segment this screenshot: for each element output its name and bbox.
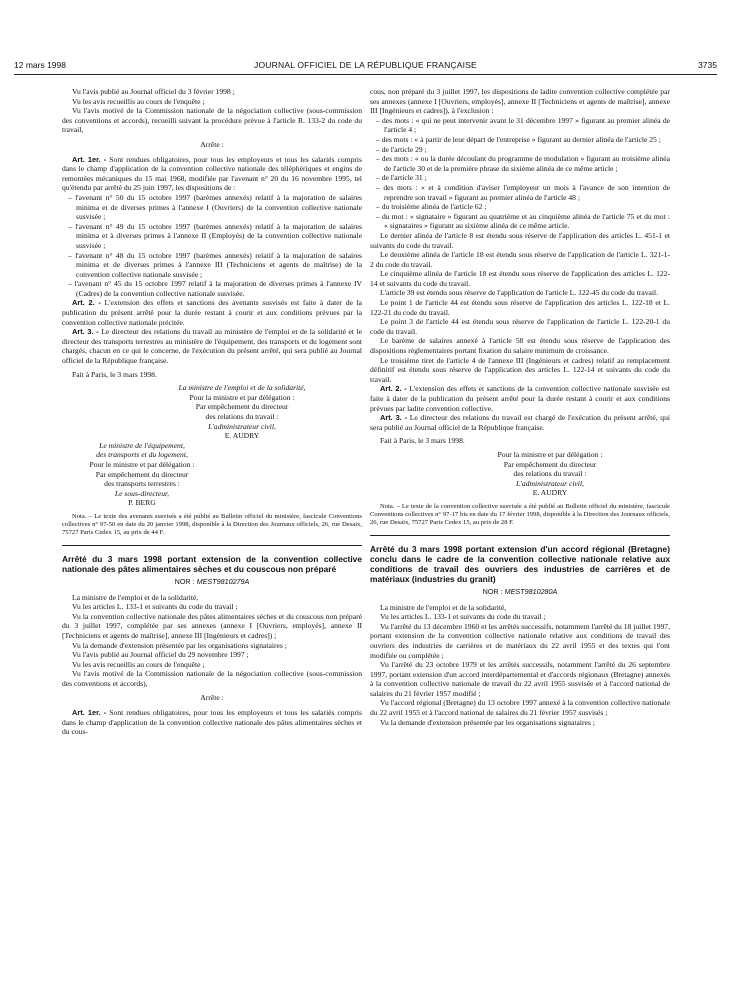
body-line: Vu les articles L. 133-1 et suivants du code du travail ; (72, 602, 238, 612)
decree-title: Arrêté du 3 mars 1998 portant extension d'un accord régional (Bretagne) conclu dans le cadre de la convention collective nationale relative aux conditions de travail des ouvriers des industries de carrières et de matériaux (industries du granit) (370, 543, 670, 584)
article-2 (62, 298, 362, 327)
article-label: Art. 1er. - (72, 154, 107, 164)
intro-line: Vu l'avis motivé de la Commission nationale de la négociation collective (sous-commission des conventions et accords), recueilli suivant la procédure prévue à l'article R. 133-2 du code du travail, (62, 106, 362, 135)
dash-item: – des mots : « et à condition d'aviser l'employeur un mois à l'avance de son intention de reprendre son travail » figurant au premier alinéa de l'article 48 ; (376, 182, 670, 202)
body-line: Vu l'avis motivé de la Commission nationale de la négociation collective (sous-commission des conventions et accords), (62, 669, 362, 688)
signature-name: E. AUDRY (532, 488, 568, 498)
body-paragraph: L'article 39 est étendu sous réserve de l'application de l'article L. 122-45 du code du travail. (380, 288, 659, 298)
article-text: L'extension des effets et sanctions de la convention collective nationale susvisée est faite à dater de la publication du présent arrêté pour la durée restant à courir et aux conditions prévues par ladite convention collective. (370, 384, 670, 413)
signature-block (430, 450, 670, 498)
article-label: Art. 1er. - (72, 708, 107, 718)
signature-block (62, 441, 222, 508)
signature-name: E. AUDRY (224, 431, 260, 441)
signature-line: des relations du travail : (205, 412, 279, 421)
header-page-number: 3735 (698, 60, 717, 70)
article-label: Art. 3. - (72, 327, 99, 337)
signature-line: des transports et du logement, (96, 450, 188, 460)
signature-line: Le ministre de l'équipement, (99, 440, 185, 450)
body-paragraph: Le deuxième alinéa de l'article 18 est étendu sous réserve de l'application de l'article L. 321-1-2 du code du travail. (370, 250, 670, 269)
header-journal-title: JOURNAL OFFICIEL DE LA RÉPUBLIQUE FRANÇAISE (254, 60, 477, 70)
signature-line: L'administrateur civil, (516, 478, 584, 488)
section-divider (370, 535, 670, 536)
dash-item: – des mots : « ou la durée découlant du programme de modulation » figurant au troisième alinéa de l'article 30 et de la première phrase du sixième alinéa de ce même article ; (376, 154, 670, 173)
signature-line: Par empêchement du directeur (503, 459, 597, 469)
body-line: Vu la demande d'extension présentée par les organisations signataires ; (380, 717, 595, 727)
signature-line: des transports terrestres : (104, 479, 180, 489)
dash-item: – du troisième alinéa de l'article 62 ; (376, 202, 487, 212)
article-text: L'extension des effets et sanctions des avenants susvisés est faite à dater de la publication du présent arrêté pour la durée restant à courir et aux conditions prévues par la convention collective nationale précitée. (62, 298, 362, 327)
article-3 (370, 413, 670, 432)
header-rule (14, 74, 717, 75)
dash-item: – l'avenant n° 49 du 15 octobre 1997 (barèmes annexés) relatif à la majoration de salaires minima et à diverses primes à l'annexe II (Employés) de la convention collective nationale susvisée ; (68, 221, 362, 250)
intro-line: Vu les avis recueillis au cours de l'enquête ; (72, 96, 205, 106)
dash-item: – l'avenant n° 50 du 15 octobre 1997 (barèmes annexés) relatif à la majoration de salaires minima et de diverses primes à l'annexe I (Ouvriers) de la convention collective nationale susvisée ; (68, 192, 362, 222)
left-column (62, 87, 362, 737)
body-paragraph: Le barème de salaires annexé à l'article 58 est étendu sous réserve de l'application des dispositions réglementaires portant fixation du salaire minimum de croissance. (370, 336, 670, 356)
right-column (370, 87, 670, 727)
signature-line: Pour le ministre et par délégation : (89, 459, 195, 469)
body-paragraph: Le dernier alinéa de l'article 8 est étendu sous réserve de l'application des articles L. 451-1 et suivants du code du travail. (370, 230, 670, 250)
body-line: Vu l'avis publié au Journal officiel du 29 novembre 1997 ; (72, 650, 249, 660)
nor-reference (370, 587, 670, 597)
body-line: Vu la demande d'extension présentée par les organisations signataires ; (72, 640, 287, 650)
signature-line: Le sous-directeur, (114, 488, 170, 498)
article-label: Art. 2. - (72, 298, 101, 308)
signature-line: Par empêchement du directeur (195, 402, 289, 412)
body-line: Vu l'arrêté du 23 octobre 1979 et les arrêtés successifs, notamment l'arrêté du 26 septembre 1997, portant extension d'un accord interdépartemental et d'accords régionaux (Bretagne) annexés à la convention collective nationale de travail du 22 avril 1955 susvisée et à l'accord national de salaires du 21 février 1957 modifié ; (370, 660, 670, 698)
body-line: Vu l'arrêté du 13 décembre 1960 et les arrêtés successifs, notamment l'arrêté du 18 juillet 1997, portant extension de la convention collective nationale relative aux conditions de travail des ouvriers des industries de carrières et de matériaux du 22 avril 1955 et des textes qui l'ont modifiée ou complétée ; (370, 621, 670, 660)
dash-item: – de l'article 31 ; (376, 173, 427, 183)
article-text: Le directeur des relations du travail est chargé de l'exécution du présent arrêté, qui sera publié au Journal officiel de la République française. (370, 413, 670, 432)
header-date: 12 mars 1998 (14, 60, 66, 70)
nor-label: NOR : (174, 576, 195, 586)
signature-line: L'administrateur civil, (208, 421, 276, 431)
intro-line: Vu l'avis publié au Journal officiel du 3 février 1998 ; (72, 87, 235, 96)
body-paragraph: Le point 3 de l'article 44 est étendu sous réserve de l'application de l'article L. 122-20-1 du code du travail. (370, 317, 670, 336)
nota-note: Nota. – Le texte des avenants susvisés a été publié au Bulletin officiel du ministère, fascicule Conventions collectives n° 97-50 en date du 20 janvier 1998, disponible à la Direction des Journaux officiels, 26, rue Desaix, 75727 Paris Cedex 15, au prix de 44 F. (62, 512, 362, 536)
signature-line: Par empêchement du directeur (95, 469, 189, 479)
dash-item: – des mots : « à partir de leur départ de l'entreprise » figurant au dernier alinéa de l'article 25 ; (376, 134, 661, 144)
dash-item: – l'avenant n° 48 du 15 octobre 1997 (barèmes annexés) relatif à la majoration de salaires minima et de diverses primes à l'annexe III (Techniciens et agents de maîtrise) de la convention collective nationale susvisée ; (68, 250, 362, 279)
signature-line: Pour la ministre et par délégation : (189, 392, 295, 402)
signature-line: La ministre de l'emploi et de la solidarité, (178, 383, 306, 393)
nor-label: NOR : (482, 586, 503, 596)
section-divider (62, 545, 362, 546)
body-line: Vu l'accord régional (Bretagne) du 13 octobre 1997 annexé à la convention collective nationale du 22 avril 1955 et à l'accord national de salaires du 21 février 1957 susvisés ; (370, 698, 670, 718)
dash-item: – de l'article 29 ; (376, 144, 427, 154)
body-line: Vu la convention collective nationale des pâtes alimentaires sèches et du couscous non préparé du 3 juillet 1997, complétée par ses annexes (annexe I [Ouvriers, employés], annexe II [Techniciens et agents de maîtrise], annexe III [Ingénieurs et cadres]) ; (62, 611, 362, 640)
article-1 (62, 708, 362, 737)
signature-line: Pour la ministre et par délégation : (497, 449, 603, 459)
page-header (14, 60, 717, 74)
body-paragraph: Le troisième tiret de l'article 4 de l'annexe III (Ingénieurs et cadres) relatif au remplacement définitif est étendu sous réserve de l'application des articles L. 122-14 et suivants du code du travail. (370, 355, 670, 384)
signature-name: P. BERG (128, 498, 156, 508)
arrete-heading: Arrête : (200, 693, 224, 703)
dash-item: – l'avenant n° 45 du 15 octobre 1997 relatif à la majoration de diverses primes à l'annexe IV (Cadres) de la convention collective nationale susvisée. (68, 279, 362, 298)
article-1 (62, 155, 362, 193)
body-line: La ministre de l'emploi et de la solidarité, (380, 602, 507, 612)
nor-reference (62, 577, 362, 587)
article-text: Le directeur des relations du travail au ministère de l'emploi et de la solidarité et le directeur des transports terrestres au ministère de l'équipement, des transports et du logement sont chargés, chacun en ce qui le concerne, de l'exécution du présent arrêté, qui sera publié au Journal officiel de la République française. (62, 327, 362, 366)
fait-line: Fait à Paris, le 3 mars 1998. (380, 436, 465, 446)
arrete-heading: Arrête : (200, 139, 224, 149)
decree-title: Arrêté du 3 mars 1998 portant extension de la convention collective nationale des pâtes alimentaires sèches et du couscous non préparé (62, 553, 362, 574)
body-line: Vu les avis recueillis au cours de l'enquête ; (72, 659, 205, 669)
body-line: Vu les articles L. 133-1 et suivants du code du travail ; (380, 612, 546, 622)
body-line: La ministre de l'emploi et de la solidarité, (72, 592, 199, 602)
article-label: Art. 2. - (380, 384, 407, 394)
article-text: Sont rendues obligatoires, pour tous les employeurs et tous les salariés compris dans le champ d'application de la convention collective nationale des téléphériques et engins de remontées mécaniques du 15 mai 1968, modifiée par l'avenant n° 20 du 16 novembre 1995, tel qu'étendu par arrêté du 25 juin 1997, les dispositions de : (62, 154, 362, 193)
body-paragraph: Le point 1 de l'article 44 est étendu sous réserve de l'application des articles L. 122-18 et L. 122-21 du code du travail. (370, 298, 670, 317)
article-3 (62, 327, 362, 365)
nor-code: MEST9810280A (504, 586, 558, 596)
fait-line: Fait à Paris, le 3 mars 1998. (72, 369, 157, 379)
article-label: Art. 3. - (380, 413, 408, 423)
signature-block (122, 383, 362, 441)
article-text: Sont rendues obligatoires, pour tous les employeurs et tous les salariés compris dans le champ d'application de la convention collective nationale des pâtes alimentaires sèches et du cous- (62, 708, 362, 737)
signature-line: des relations du travail : (513, 469, 587, 479)
article-2 (370, 384, 670, 413)
nota-note: Nota. – Le texte de la convention collective susvisée a été publié au Bulletin officiel du ministère, fascicule Conventions collectives n° 97-17 bis en date du 17 février 1998, disponible à la Direction des Journaux officiels, 26, rue Desaix, 75727 Paris Cedex 15, au prix de 28 F. (370, 502, 670, 526)
nor-code: MEST9810279A (196, 576, 250, 586)
dash-item: – du mot : « signataire » figurant au quatrième et au cinquième alinéa de l'article 75 et du mot : « signataires » figurant au sixième alinéa de ce même article. (376, 211, 670, 231)
continuation-text: cous, non préparé du 3 juillet 1997, les dispositions de ladite convention collective complétée par ses annexes (annexe I [Ouvriers, employés], annexe II [Techniciens et agents de maîtrise], annexe III [Ingénieurs et cadres]), à l'exclusion : (370, 87, 670, 116)
dash-item: – des mots : « qui ne peut intervenir avant le 31 décembre 1997 » figurant au premier alinéa de l'article 4 ; (376, 115, 670, 135)
body-paragraph: Le cinquième alinéa de l'article 18 est étendu sous réserve de l'application des articles L. 122-14 et suivants du code du travail. (370, 269, 670, 288)
